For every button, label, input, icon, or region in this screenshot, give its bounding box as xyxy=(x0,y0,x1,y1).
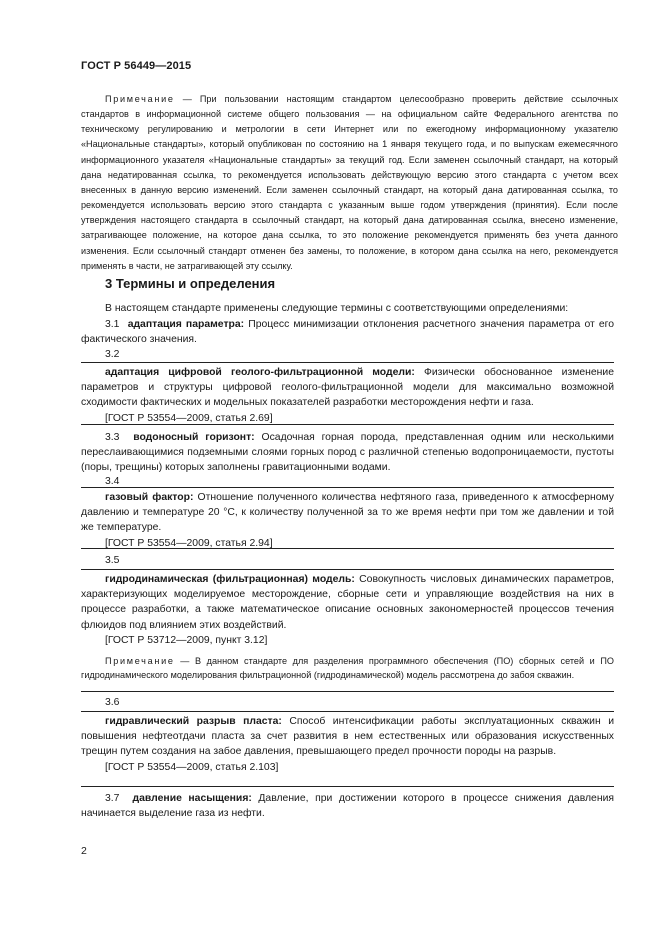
term-source-ref: [ГОСТ Р 53554—2009, статья 2.103] xyxy=(105,761,279,773)
term-3-4-box xyxy=(81,487,614,549)
term-name: гидравлический разрыв пласта: xyxy=(105,716,282,727)
term-name: гидродинамическая (фильтрационная) модель: xyxy=(105,574,355,585)
term-number: 3.4 xyxy=(105,476,120,487)
term-definition: Осадочная горная порода, представленная одним или несколькими переслаивающимися подземными слоями горных пород с различной степенью водопроницаемости, пустоты (поры, трещины) которых заполнены гравитационными водами. xyxy=(81,432,614,474)
term-number: 3.1 xyxy=(105,319,120,330)
term-3-7 xyxy=(81,791,614,821)
term-name: адаптация цифровой геолого-фильтрационной модели: xyxy=(105,367,415,378)
term-name: давление насыщения: xyxy=(132,793,252,804)
term-3-5 xyxy=(81,572,614,633)
term-name: адаптация параметра: xyxy=(127,319,245,330)
term-note xyxy=(81,654,614,682)
term-number: 3.3 xyxy=(105,432,120,443)
note-text: — В данном стандарте для разделения программного обеспечения (ПО) сборных сетей и ПО гидродинамического моделирования фильтрационной (гидродинамической) модель рассмотрена до забоя скважин. xyxy=(81,656,614,681)
document-header: ГОСТ Р 56449—2015 xyxy=(81,60,192,72)
term-3-5-box xyxy=(81,569,614,692)
page-number: 2 xyxy=(81,845,87,857)
term-number: 3.6 xyxy=(105,697,120,708)
term-3-6 xyxy=(81,714,614,760)
term-number: 3.5 xyxy=(105,555,120,566)
term-definition: Давление, при достижении которого в процессе снижения давления начинается выделение газа из нефти. xyxy=(81,793,614,820)
term-3-2-box xyxy=(81,362,614,425)
term-definition: Процесс минимизации отклонения расчетного значения параметра от его фактического значения. xyxy=(81,319,614,346)
term-name: водоносный горизонт: xyxy=(133,432,255,443)
section-title: 3 Термины и определения xyxy=(105,276,276,291)
term-definition: Физически обоснованное изменение параметров и структуры цифровой геолого-фильтрационной модели для максимально возможной сходимости фактических и модельных показателей разработки месторождения нефти и газа. xyxy=(81,367,615,409)
note-label: Примечание xyxy=(105,94,175,104)
term-3-6-box xyxy=(81,711,614,787)
term-3-2 xyxy=(81,365,614,411)
reference-note xyxy=(81,92,618,274)
term-definition: Совокупность числовых динамических параметров, характеризующих моделируемое месторождение, сборные сети и управляющие воздействия на них в процессе разработки, а также математическое описание основных закономерностей процессов течения флюидов под влиянием этих воздействий. xyxy=(81,574,614,631)
section-intro: В настоящем стандарте применены следующие термины с соответствующими определениями: xyxy=(105,303,569,314)
term-source-ref: [ГОСТ Р 53712—2009, пункт 3.12] xyxy=(105,634,268,646)
term-number: 3.2 xyxy=(105,349,120,360)
note-text: — При пользовании настоящим стандартом целесообразно проверить действие ссылочных стандартов в информационной системе общего пользования — на официальном сайте Федерального агентства по техническому регулированию и метрологии в сети Интернет или по ежегодному информационному указателю «Национальные стандарты», который опубликован по состоянию на 1 января текущего года, и по выпускам ежемесячного информационного указателя «Национальные стандарты» за текущий год. Если заменен ссылочный стандарт, на который дана недатированная ссылка, то рекомендуется использовать действующую версию этого стандарта с учетом всех внесенных в данную версию изменений. Если заменен ссылочный стандарт, на который дана датированная ссылка, то рекомендуется использовать версию этого стандарта с указанным выше годом утверждения (принятия). Если после утверждения настоящего стандарта в ссылочный стандарт, на который дана датированная ссылка, внесено изменение, затрагивающее положение, на которое дана ссылка, то это положение рекомендуется применять без учета данного изменения. Если ссылочный стандарт отменен без замены, то положение, в котором дана ссылка на него, рекомендуется применять в части, не затрагивающей эту ссылку. xyxy=(81,94,618,271)
term-definition: Способ интенсификации работы эксплуатационных скважин и повышения нефтеотдачи пласта за счет развития в нем естественных или образования искусственных трещин путем создания на забое давления, превышающего предел прочности породы на разрыв. xyxy=(81,716,614,758)
term-source-ref: [ГОСТ Р 53554—2009, статья 2.69] xyxy=(105,412,273,424)
term-name: газовый фактор: xyxy=(105,492,194,503)
term-source-ref: [ГОСТ Р 53554—2009, статья 2.94] xyxy=(105,537,273,549)
term-3-4 xyxy=(81,490,614,536)
term-number: 3.7 xyxy=(105,793,120,804)
term-3-3 xyxy=(81,430,614,476)
note-label: Примечание xyxy=(105,656,175,667)
term-definition: Отношение полученного количества нефтяного газа, приведенного к атмосферному давлению и температуре 20 °С, к количеству полученной за то же время нефти при том же давлении и той же температуре. xyxy=(81,492,615,534)
term-3-1 xyxy=(81,317,614,347)
